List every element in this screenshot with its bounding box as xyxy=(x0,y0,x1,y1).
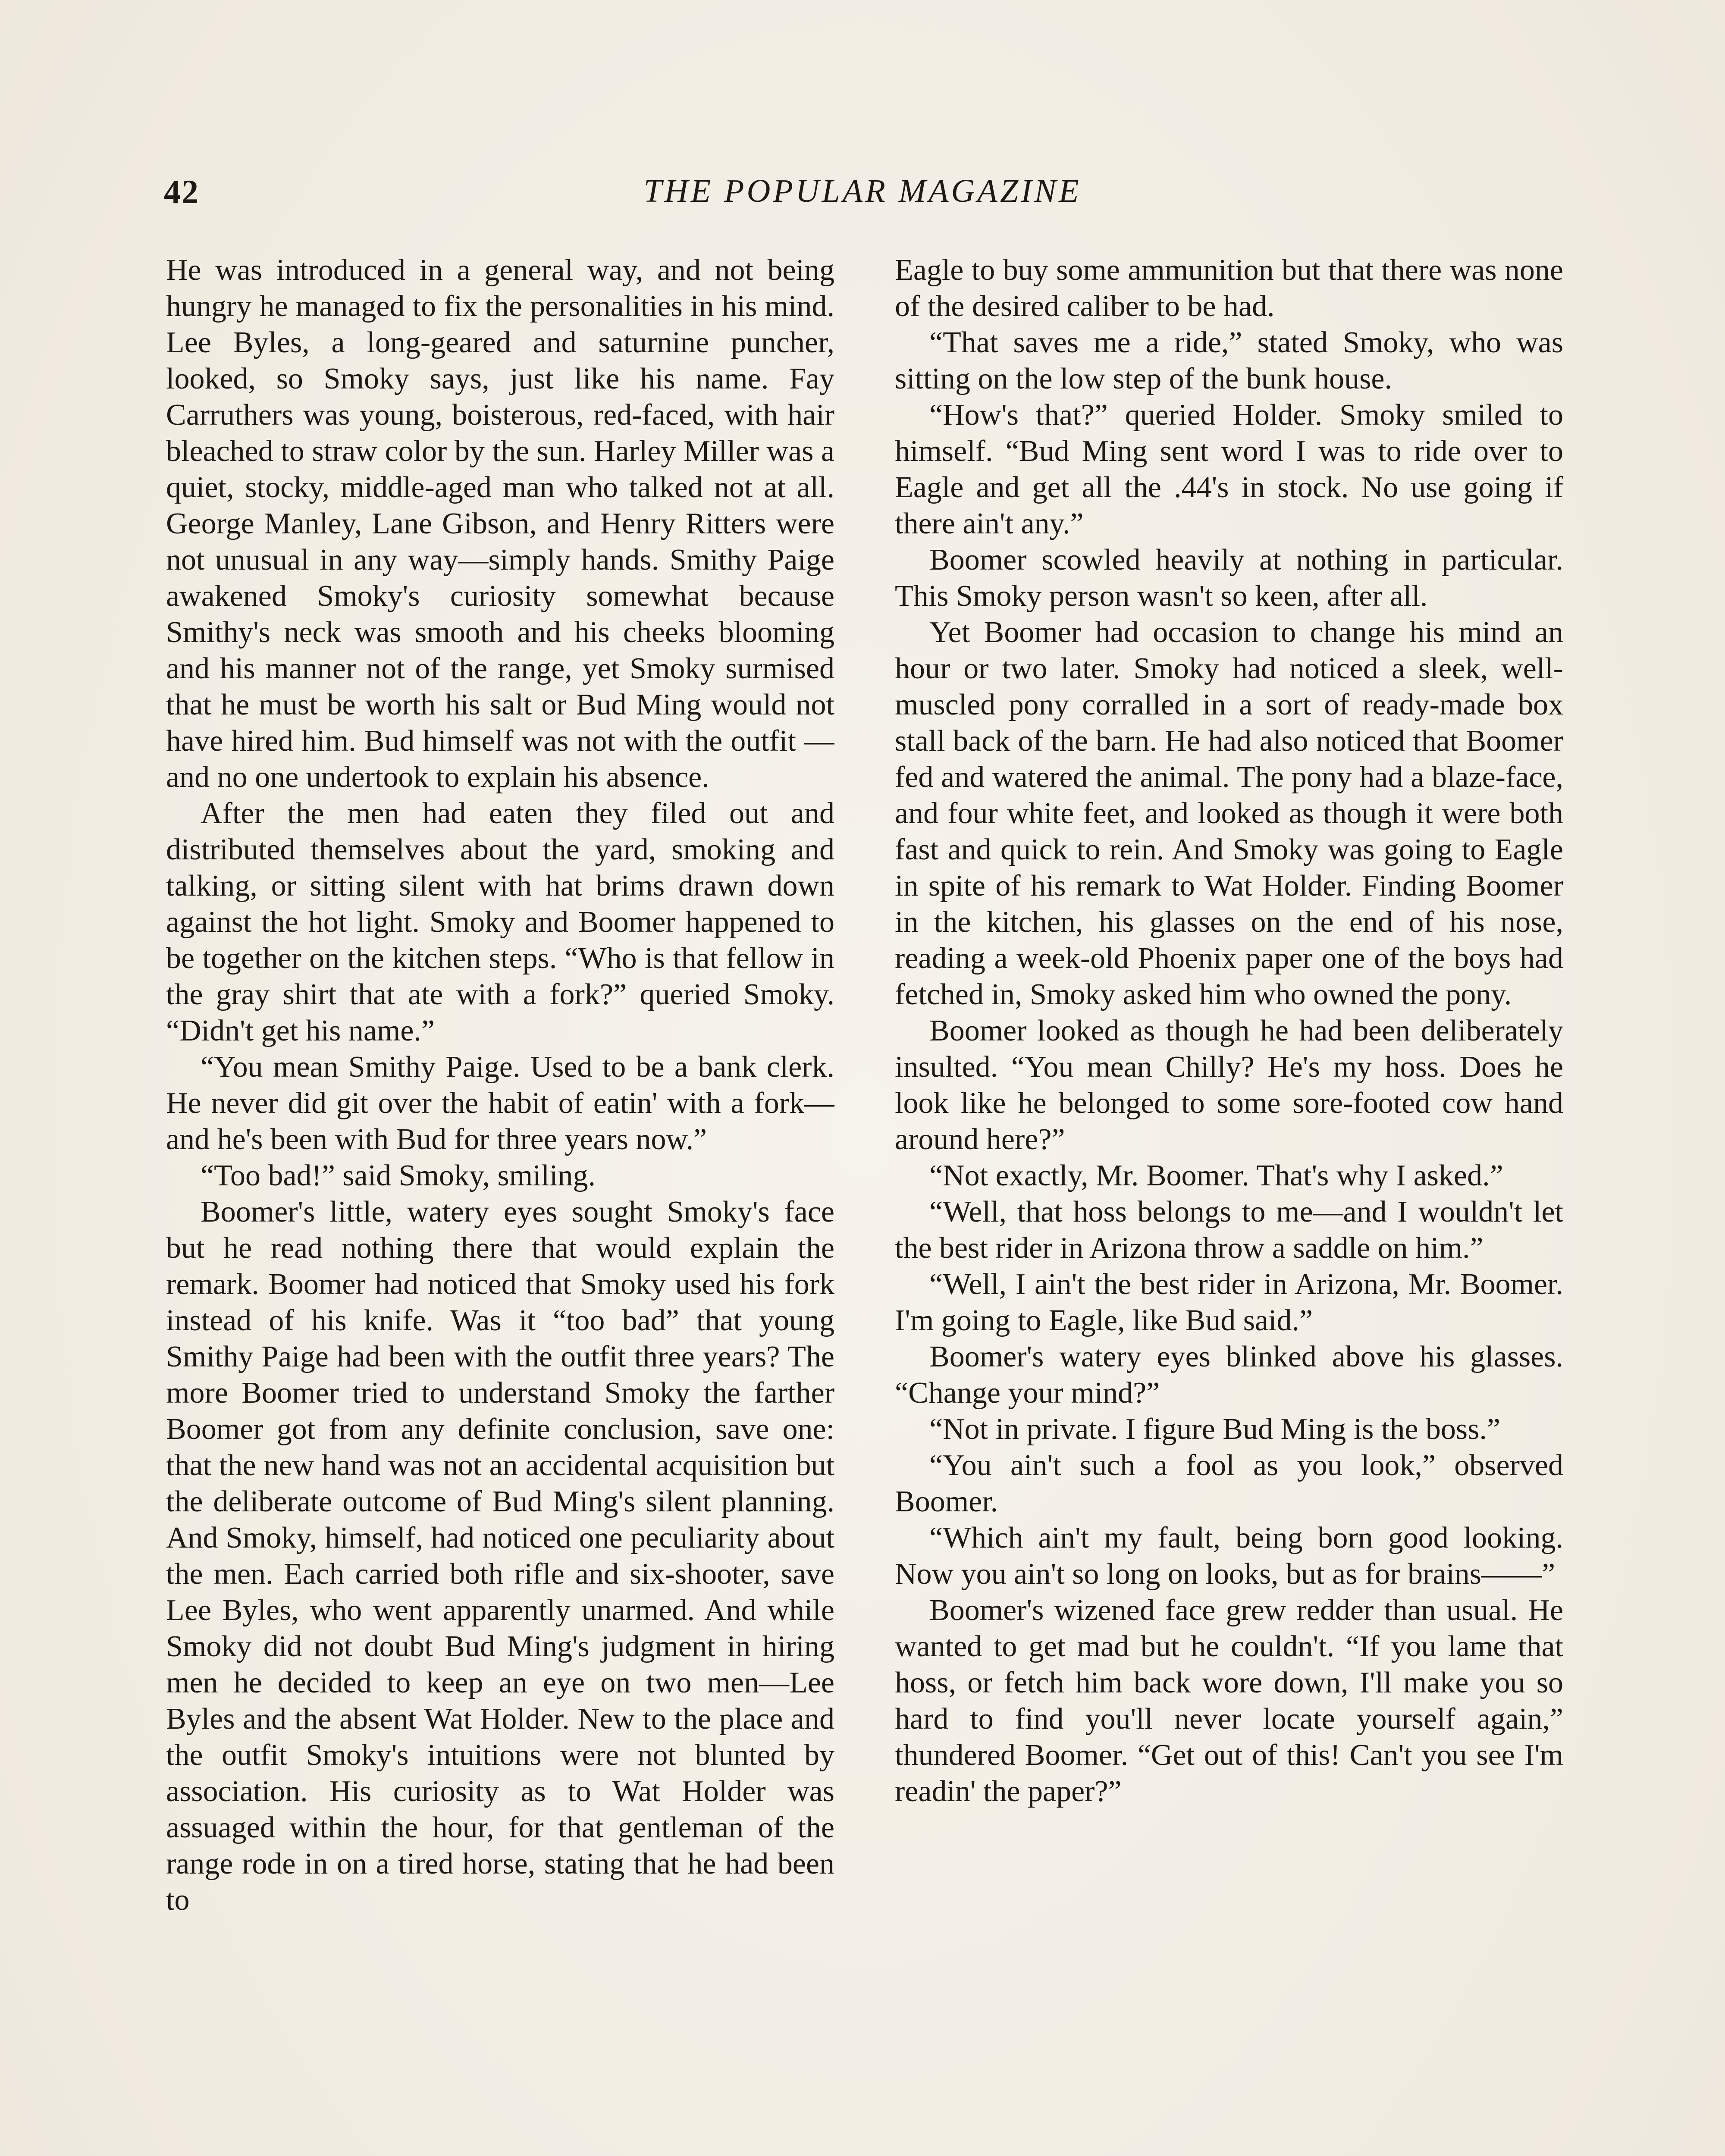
running-title: THE POPULAR MAGAZINE xyxy=(643,173,1082,209)
page-header xyxy=(164,172,1561,224)
paragraph: “Too bad!” said Smoky, smiling. xyxy=(201,1159,596,1192)
paragraph: He was introduced in a general way, and not being hungry he managed to fix the personalities in his mind. Lee Byles, a long-geared and saturnine puncher, looked, so Smoky says, just like his name. Fay Carruthers was young, boisterous, red-faced, with hair bleached to straw color by the sun. Harley Miller was a quiet, stocky, middle-aged man who talked not at all. George Manley, Lane Gibson, and Henry Ritters were not unusual in any way—simply hands. Smithy Paige awakened Smoky's curiosity somewhat because Smithy's neck was smooth and his cheeks blooming and his manner not of the range, yet Smoky surmised that he must be worth his salt or Bud Ming would not have hired him. Bud himself was not with the outfit —and no one undertook to explain his absence. xyxy=(166,254,834,794)
paragraph: “Which ain't my fault, being born good looking. Now you ain't so long on looks, but as for brains——” xyxy=(895,1521,1563,1591)
paragraph: Yet Boomer had occasion to change his mind an hour or two later. Smoky had noticed a sleek, well-muscled pony corralled in a sort of ready-made box stall back of the barn. He had also noticed that Boomer fed and watered the animal. The pony had a blaze-face, and four white feet, and looked as though it were both fast and quick to rein. And Smoky was going to Eagle in spite of his remark to Wat Holder. Finding Boomer in the kitchen, his glasses on the end of his nose, reading a week-old Phoenix paper one of the boys had fetched in, Smoky asked him who owned the pony. xyxy=(895,616,1563,1011)
right-column xyxy=(895,252,1563,2156)
paragraph: Boomer scowled heavily at nothing in particular. This Smoky person wasn't so keen, after all. xyxy=(895,543,1563,613)
text-columns xyxy=(166,252,1563,2156)
paragraph: Boomer's wizened face grew redder than usual. He wanted to get mad but he couldn't. “If you lame that hoss, or fetch him back wore down, I'll make you so hard to find you'll never locate yourself again,” thundered Boomer. “Get out of this! Can't you see I'm readin' the paper?” xyxy=(895,1594,1563,1808)
left-column xyxy=(166,252,834,2156)
page-number: 42 xyxy=(164,173,199,210)
paragraph: Boomer's watery eyes blinked above his glasses. “Change your mind?” xyxy=(895,1340,1563,1410)
paragraph: “You mean Smithy Paige. Used to be a bank clerk. He never did git over the habit of eatin' with a fork—and he's been with Bud for three years now.” xyxy=(166,1050,834,1156)
paragraph: “How's that?” queried Holder. Smoky smiled to himself. “Bud Ming sent word I was to ride over to Eagle and get all the .44's in stock. No use going if there ain't any.” xyxy=(895,398,1563,540)
paragraph: “That saves me a ride,” stated Smoky, who was sitting on the low step of the bunk house. xyxy=(895,326,1563,395)
paragraph: Boomer looked as though he had been deliberately insulted. “You mean Chilly? He's my hoss. Does he look like he belonged to some sore-footed cow hand around here?” xyxy=(895,1014,1563,1156)
paragraph: “Not exactly, Mr. Boomer. That's why I asked.” xyxy=(929,1159,1503,1192)
paragraph: Eagle to buy some ammunition but that there was none of the desired caliber to be had. xyxy=(895,254,1563,323)
paragraph: “You ain't such a fool as you look,” observed Boomer. xyxy=(895,1449,1563,1518)
paragraph: “Well, that hoss belongs to me—and I wouldn't let the best rider in Arizona throw a saddle on him.” xyxy=(895,1195,1563,1265)
paragraph: “Not in private. I figure Bud Ming is the boss.” xyxy=(929,1413,1500,1446)
paragraph: “Well, I ain't the best rider in Arizona, Mr. Boomer. I'm going to Eagle, like Bud said.” xyxy=(895,1268,1563,1337)
paragraph: Boomer's little, watery eyes sought Smoky's face but he read nothing there that would explain the remark. Boomer had noticed that Smoky used his fork instead of his knife. Was it “too bad” that young Smithy Paige had been with the outfit three years? The more Boomer tried to understand Smoky the farther Boomer got from any definite conclusion, save one: that the new hand was not an accidental acquisition but the deliberate outcome of Bud Ming's silent planning. And Smoky, himself, had noticed one peculiarity about the men. Each carried both rifle and six-shooter, save Lee Byles, who went apparently unarmed. And while Smoky did not doubt Bud Ming's judgment in hiring men he decided to keep an eye on two men—Lee Byles and the absent Wat Holder. New to the place and the outfit Smoky's intuitions were not blunted by association. His curiosity as to Wat Holder was assuaged within the hour, for that gentleman of the range rode in on a tired horse, stating that he had been to xyxy=(166,1195,834,1917)
paragraph: After the men had eaten they filed out and distributed themselves about the yard, smoking and talking, or sitting silent with hat brims drawn down against the hot light. Smoky and Boomer happened to be together on the kitchen steps. “Who is that fellow in the gray shirt that ate with a fork?” queried Smoky. “Didn't get his name.” xyxy=(166,797,834,1047)
